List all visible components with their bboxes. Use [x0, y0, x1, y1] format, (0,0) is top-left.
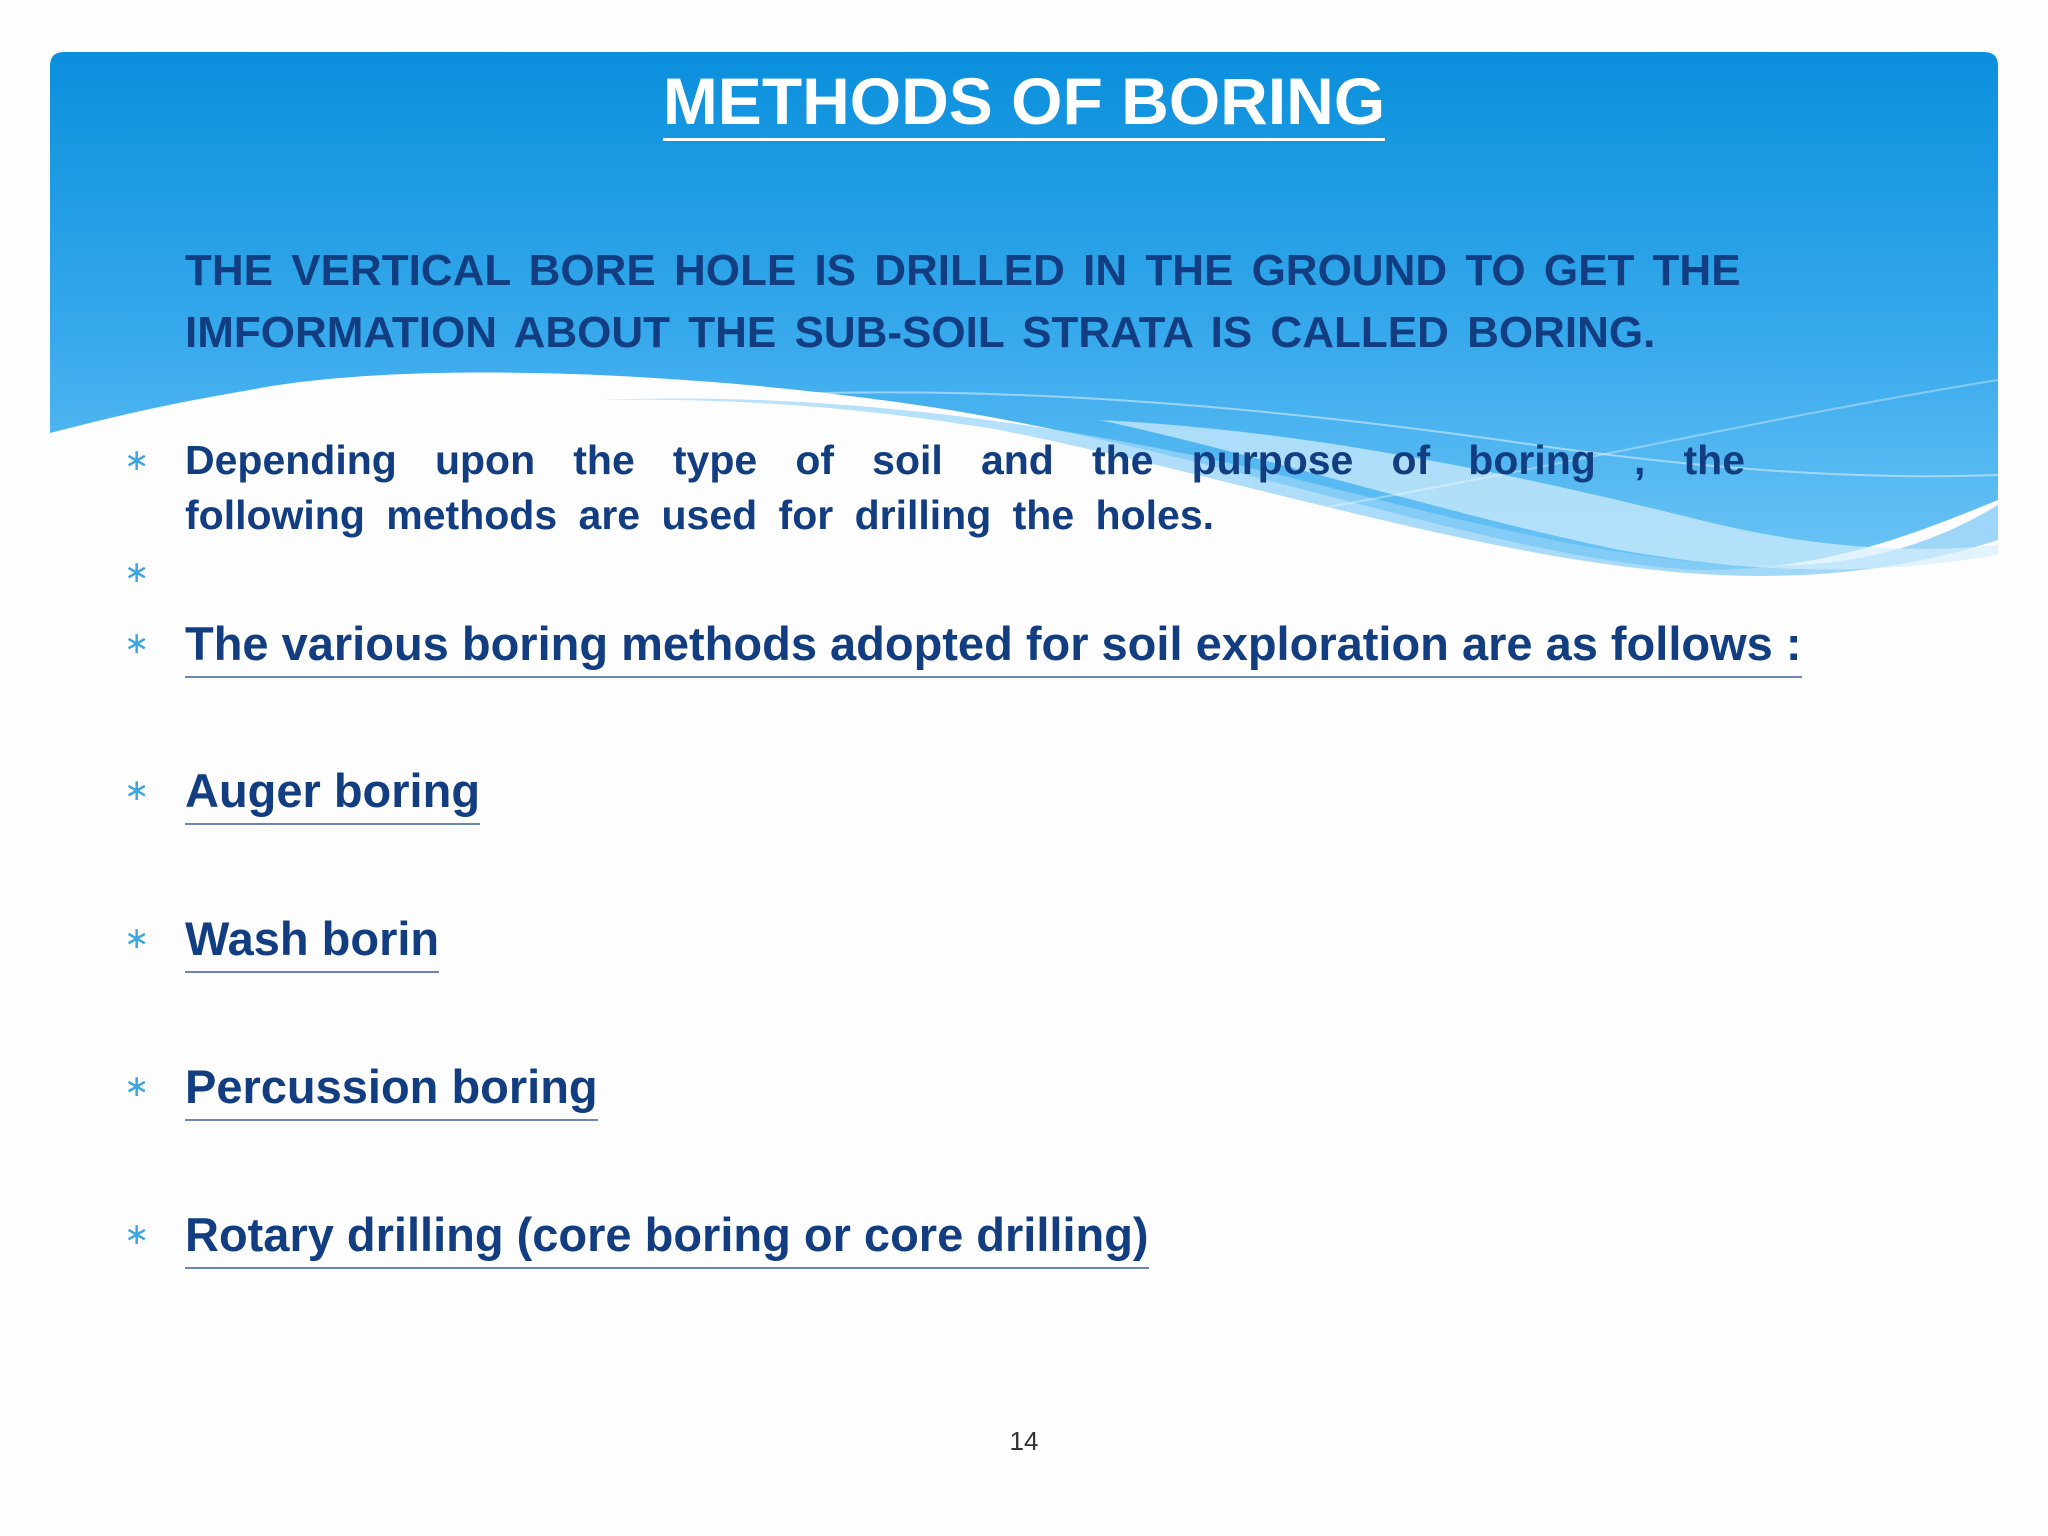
definition-line-2: IMFORMATION ABOUT THE SUB-SOIL STRATA IS CALLED BORING. [185, 308, 1656, 357]
asterisk-bullet-icon: ∗ [124, 1217, 150, 1252]
asterisk-bullet-icon: ∗ [124, 1069, 150, 1104]
asterisk-bullet-icon: ∗ [124, 921, 150, 956]
method-text: Percussion boring [185, 1055, 598, 1121]
asterisk-bullet-icon: ∗ [124, 773, 150, 808]
bullet-text: The various boring methods adopted for soil exploration are as follows : [185, 612, 1802, 678]
asterisk-bullet-icon: ∗ [124, 626, 150, 661]
asterisk-bullet-icon: ∗ [124, 443, 150, 478]
method-text: Auger boring [185, 759, 480, 825]
page-number: 14 [1009, 1426, 1039, 1456]
boring-definition [185, 240, 1745, 364]
definition-line-1: THE VERTICAL BORE HOLE IS DRILLED IN THE GROUND TO GET THE [185, 246, 1741, 295]
bullet-text: Depending upon the type of soil and the purpose of boring , the following methods are used for drilling the holes. [185, 437, 1745, 538]
asterisk-bullet-icon: ∗ [124, 555, 150, 590]
method-text: Rotary drilling (core boring or core drilling) [185, 1203, 1149, 1269]
slide-title: METHODS OF BORING [0, 58, 2048, 144]
method-text: Wash borin [185, 907, 439, 973]
